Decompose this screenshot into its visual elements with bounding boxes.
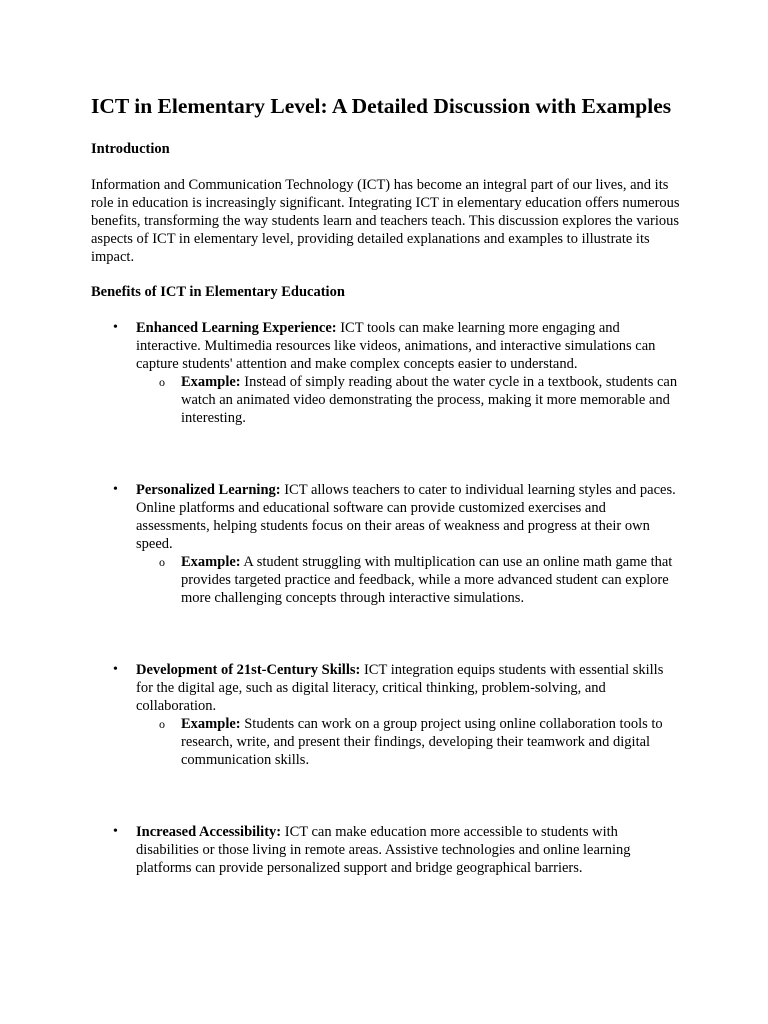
example-item [136, 553, 681, 607]
bullet-icon: • [113, 662, 118, 677]
sub-bullet-icon: o [159, 375, 165, 389]
benefit-text: ICT tools can make learning more engaging and interactive. Multimedia resources like videos, animations, and interactive simulations can capture students' attention and make complex concepts easier to understand. [136, 320, 656, 372]
benefits-list [91, 319, 681, 877]
bullet-icon: • [113, 320, 118, 335]
benefit-text: ICT can make education more accessible to students with disabilities or those living in remote areas. Assistive technologies and online learning platforms can provide personalized support and bridge geographical barriers. [136, 824, 631, 876]
introduction-paragraph: Information and Communication Technology (ICT) has become an integral part of our lives, and its role in education is increasingly significant. Integrating ICT in elementary education offers numerous benefits, transforming the way students learn and teachers teach. This discussion explores the various aspects of ICT in elementary level, providing detailed explanations and examples to illustrate its impact. [91, 177, 680, 265]
benefit-item [91, 661, 681, 769]
bullet-icon: • [113, 824, 118, 839]
benefit-item [91, 481, 681, 607]
benefit-text: ICT allows teachers to cater to individual learning styles and paces. Online platforms and educational software can provide customized exercises and assessments, helping students focus on their areas of weakness and progress at their own speed. [136, 482, 676, 552]
example-item [136, 715, 681, 769]
bullet-icon: • [113, 482, 118, 497]
document-page [91, 93, 681, 877]
example-text: A student struggling with multiplication can use an online math game that provides targeted practice and feedback, while a more advanced student can explore more challenging concepts through interactive simulations. [181, 554, 673, 606]
example-label: Example: [181, 554, 241, 570]
example-label: Example: [181, 716, 241, 732]
benefit-label: Development of 21st-Century Skills: [136, 662, 361, 678]
sub-bullet-icon: o [159, 555, 165, 569]
benefits-heading: Benefits of ICT in Elementary Education [91, 284, 345, 300]
sub-bullet-icon: o [159, 717, 165, 731]
benefit-item [91, 319, 681, 427]
example-label: Example: [181, 374, 241, 390]
benefit-label: Enhanced Learning Experience: [136, 320, 337, 336]
benefit-text: ICT integration equips students with essential skills for the digital age, such as digital literacy, critical thinking, problem-solving, and collaboration. [136, 662, 664, 714]
benefit-item [91, 823, 681, 877]
introduction-heading: Introduction [91, 141, 170, 157]
document-title: ICT in Elementary Level: A Detailed Discussion with Examples [91, 94, 672, 118]
example-text: Students can work on a group project using online collaboration tools to research, write, and present their findings, developing their teamwork and digital communication skills. [181, 716, 663, 768]
benefit-label: Personalized Learning: [136, 482, 281, 498]
example-item [136, 373, 681, 427]
benefit-label: Increased Accessibility: [136, 824, 282, 840]
example-text: Instead of simply reading about the water cycle in a textbook, students can watch an animated video demonstrating the process, making it more memorable and interesting. [181, 374, 678, 426]
